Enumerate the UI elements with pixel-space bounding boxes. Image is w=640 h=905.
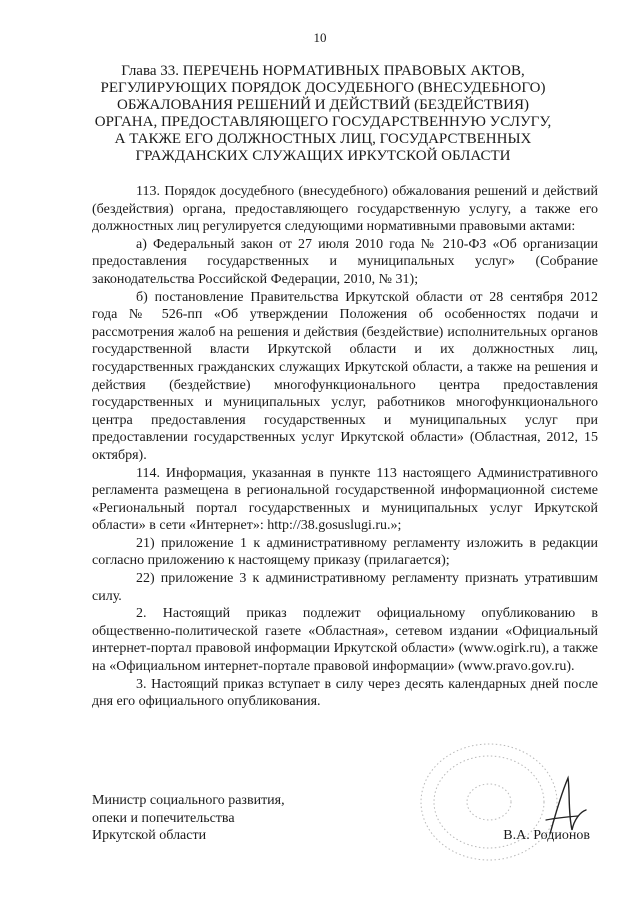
document-body (92, 183, 598, 711)
paragraph-2: 2. Настоящий приказ подлежит официальному опубликованию в общественно-политической газете «Областная», сетевом издании «Официальный интернет-портал правовой информации Иркутской области» (www.ogirk.ru), а также на «Официальном интернет-портале правовой информации» (www.pravo.gov.ru). (92, 606, 598, 675)
paragraph-item-21: 21) приложение 1 к административному регламенту изложить в редакции согласно приложению к настоящему приказу (прилагается); (92, 535, 598, 569)
paragraph-113: 113. Порядок досудебного (внесудебного) обжалования решений и действий (бездействия) органа, предоставляющего государственную услугу, а также его должностных лиц регулируется следующими нормативными правовыми актами: (92, 184, 598, 235)
paragraph-3: 3. Настоящий приказ вступает в силу через десять календарных дней после дня его официального опубликования. (92, 676, 598, 710)
paragraph-item-22: 22) приложение 3 к административному регламенту признать утратившим силу. (92, 571, 598, 604)
signer-title-line-1: Министр социального развития, (92, 793, 285, 808)
paragraph-113-a: а) Федеральный закон от 27 июля 2010 года № 210-ФЗ «Об организации предоставления государственных и муниципальных услуг» (Собрание законодательства Российской Федерации, 2010, № 31); (92, 236, 598, 287)
paragraph-113-b: б) постановление Правительства Иркутской области от 28 сентября 2012 года № 526-пп «Об утверждении Положения об особенностях подачи и рассмотрения жалоб на решения и действия (бездействие) исполнительных органов государственной власти Иркутской области и их должностных лиц, государственных гражданских служащих Иркутской области, а также на решения и действия (бездействие) многофункционального центра предоставления государственных и муниципальных услуг, работников многофункционального центра предоставления государственных и муниципальных услуг при предоставлении государственных услуг Иркутской области» (Областная, 2012, 15 октября). (92, 289, 598, 463)
signer-title-line-2: опеки и попечительства (92, 810, 235, 826)
chapter-title: Глава 33. ПЕРЕЧЕНЬ НОРМАТИВНЫХ ПРАВОВЫХ АКТОВ, РЕГУЛИРУЮЩИХ ПОРЯДОК ДОСУДЕБНОГО (ВНЕСУДЕБНОГО) ОБЖАЛОВАНИЯ РЕШЕНИЙ И ДЕЙСТВИЙ (БЕЗДЕЙСТВИЯ) ОРГАНА, ПРЕДОСТАВЛЯЮЩЕГО ГОСУДАРСТВЕННУЮ УСЛУГУ, А ТАКЖЕ ЕГО ДОЛЖНОСТНЫХ ЛИЦ, ГОСУДАРСТВЕННЫХ ГРАЖДАНСКИХ СЛУЖАЩИХ ИРКУТСКОЙ ОБЛАСТИ (94, 63, 552, 164)
paragraph-114: 114. Информация, указанная в пункте 113 настоящего Административного регламента размещена в региональной государственной информационной системе «Региональный портал государственных и муниципальных услуг Иркутской области» в сети «Интернет»: http://38.gosuslugi.ru.»; (92, 465, 598, 534)
signature-block (92, 792, 598, 852)
signer-name: В.А. Родионов (503, 828, 590, 843)
signer-title-line-3: Иркутской области (92, 828, 207, 844)
page-number: 10 (313, 30, 327, 45)
